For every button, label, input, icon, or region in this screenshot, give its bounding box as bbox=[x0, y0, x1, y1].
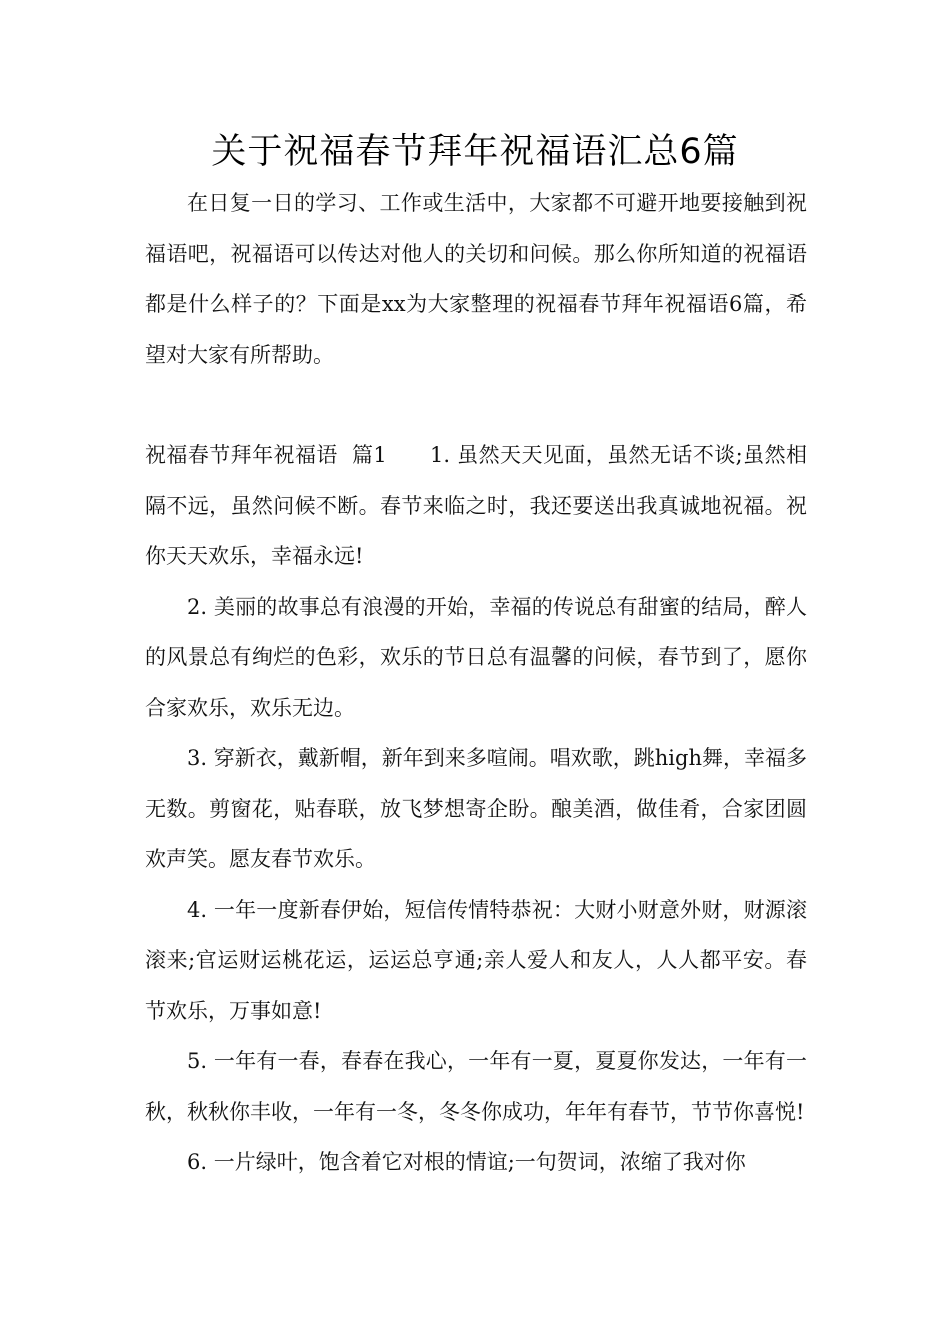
section-heading: 祝福春节拜年祝福语 篇1 bbox=[145, 443, 387, 467]
document-body bbox=[145, 178, 807, 1188]
intro-paragraph: 在日复一日的学习、工作或生活中，大家都不可避开地要接触到祝福语吧，祝福语可以传达对他人的关切和问候。那么你所知道的祝福语都是什么样子的？下面是xx为大家整理的祝福春节拜年祝福语6篇，希望对大家有所帮助。 bbox=[145, 191, 807, 367]
section-paragraph bbox=[145, 430, 807, 582]
paragraph-spacer bbox=[145, 380, 807, 430]
list-item-1: 1. 虽然天天见面，虽然无话不谈;虽然相隔不远，虽然问候不断。春节来临之时，我还要送出我真诚地祝福。祝你天天欢乐，幸福永远! bbox=[145, 443, 807, 568]
section-heading-spacer bbox=[387, 443, 430, 467]
list-item-3: 3. 穿新衣，戴新帽，新年到来多喧闹。唱欢歌，跳high舞，幸福多无数。剪窗花，贴春联，放飞梦想寄企盼。酿美酒，做佳肴，合家团圆欢声笑。愿友春节欢乐。 bbox=[145, 746, 807, 871]
list-item-5: 5. 一年有一春，春春在我心，一年有一夏，夏夏你发达，一年有一秋，秋秋你丰收，一年有一冬，冬冬你成功，年年有春节，节节你喜悦! bbox=[145, 1049, 807, 1124]
list-item-4: 4. 一年一度新春伊始，短信传情特恭祝：大财小财意外财，财源滚滚来;官运财运桃花运，运运总亨通;亲人爱人和友人，人人都平安。春节欢乐，万事如意! bbox=[145, 897, 807, 1023]
document-title: 关于祝福春节拜年祝福语汇总6篇 bbox=[211, 132, 739, 172]
list-item-2: 2. 美丽的故事总有浪漫的开始，幸福的传说总有甜蜜的结局，醉人的风景总有绚烂的色彩，欢乐的节日总有温馨的问候，春节到了，愿你合家欢乐，欢乐无边。 bbox=[145, 594, 807, 720]
list-item-6: 6. 一片绿叶，饱含着它对根的情谊;一句贺词，浓缩了我对你 bbox=[187, 1150, 746, 1174]
